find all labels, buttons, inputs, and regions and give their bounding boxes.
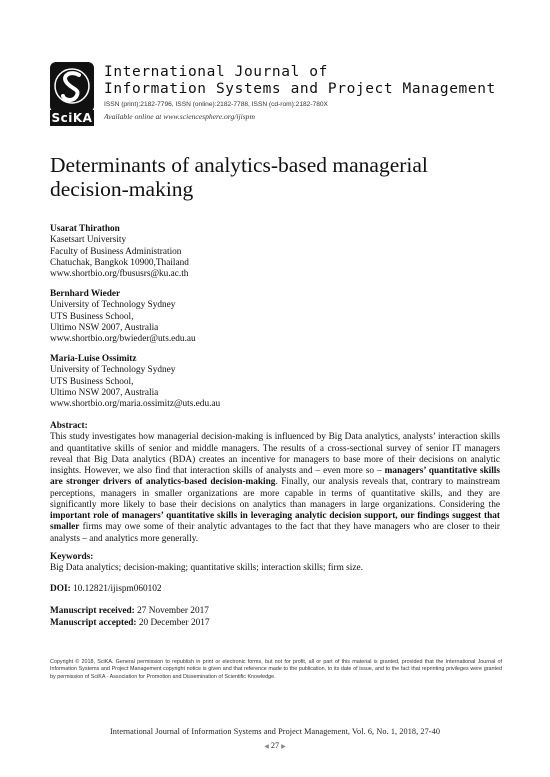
author-block bbox=[50, 224, 490, 280]
author-link[interactable]: www.shortbio.org/fbususrs@ku.ac.th bbox=[50, 269, 189, 280]
availability-link[interactable]: Available online at www.sciencesphere.org/ijispm bbox=[104, 112, 255, 121]
manuscript-received bbox=[50, 606, 209, 616]
abstract-section bbox=[50, 421, 500, 545]
footer-citation: International Journal of Information Systems and Project Management, Vol. 6, No. 1, 2018, 27-40 bbox=[109, 727, 441, 736]
keywords-heading: Keywords: bbox=[50, 552, 94, 562]
abstract-emphasis: important role of managers’ quantitative skills in leveraging analytic decision support, our findings suggest that smaller bbox=[50, 511, 500, 533]
page-number-value: 27 bbox=[270, 741, 280, 750]
author-affiliation: University of Technology Sydney bbox=[50, 300, 176, 311]
journal-title-line-2: Information Systems and Project Management bbox=[104, 81, 496, 97]
author-link[interactable]: www.shortbio.org/maria.ossimitz@uts.edu.au bbox=[50, 399, 221, 410]
abstract-heading: Abstract: bbox=[50, 421, 88, 431]
logo-caption: SciKA bbox=[51, 111, 93, 125]
journal-title-line-1: International Journal of bbox=[104, 64, 328, 80]
doi-label: DOI: bbox=[50, 584, 71, 594]
author-address: Ultimo NSW 2007, Australia bbox=[50, 322, 159, 333]
author-name: Bernhard Wieder bbox=[50, 289, 121, 299]
author-address: Ultimo NSW 2007, Australia bbox=[50, 387, 159, 398]
copyright-notice: Copyright © 2018, SciKA. General permission to republish in print or electronic forms, but not for profit, all or part of this material is granted, provided that the International Journal of Information Systems and Project Management copyright notice is given and that reference made to the publication, to its date of issue, and to the fact that reprinting privileges were granted by permission of SciKA - Association for Promotion and Dissemination of Scientific Knowledge. bbox=[50, 659, 502, 680]
abstract-text: . Finally, our analysis reveals that, contrary to mainstream perceptions, managers in smaller organizations are more capable in terms of quantitative skills, and they are significantly more likely to base their decisions on analytics than managers in large organizations. Considering the bbox=[50, 477, 500, 510]
author-link[interactable]: www.shortbio.org/bwieder@uts.edu.au bbox=[50, 334, 196, 345]
received-label: Manuscript received: bbox=[50, 606, 135, 616]
article-title: Determinants of analytics-based managerial decision-making bbox=[50, 153, 428, 201]
author-affiliation: UTS Business School, bbox=[50, 376, 134, 387]
keywords-section bbox=[50, 552, 500, 575]
keywords-text: Big Data analytics; decision-making; quantitative skills; interaction skills; firm size. bbox=[50, 563, 363, 574]
abstract-text: This study investigates how managerial decision-making is influenced by Big Data analytics, analysts’ interaction skills and quantitative skills of senior and middle managers. The results of a cross-sectional survey of senior IT managers reveal that Big Data analytics (BDA) creates an incentive for managers to base more of their decisions on analytic insights. However, we also find that interaction skills of analysts and – even more so – bbox=[50, 432, 500, 476]
accepted-date: 20 December 2017 bbox=[138, 618, 210, 628]
issn-line: ISSN (print):2182-7796, ISSN (online):2182-7788, ISSN (cd-rom):2182-780X bbox=[104, 101, 328, 108]
abstract-body bbox=[50, 432, 500, 545]
author-name: Usarat Thirathon bbox=[50, 224, 120, 234]
accepted-label: Manuscript accepted: bbox=[50, 618, 137, 628]
page-number bbox=[0, 741, 550, 750]
received-date: 27 November 2017 bbox=[137, 606, 209, 616]
journal-title bbox=[104, 64, 496, 98]
doi-line bbox=[50, 584, 162, 594]
author-affiliation: UTS Business School, bbox=[50, 311, 134, 322]
author-affiliation: Kasetsart University bbox=[50, 235, 127, 246]
abstract-emphasis: managers’ quantitative skills are stronger drivers of analytics-based decision-making bbox=[50, 466, 500, 488]
author-block bbox=[50, 289, 490, 345]
triangle-left-icon: ◀ bbox=[264, 744, 269, 750]
logo-emblem-icon bbox=[50, 62, 94, 112]
author-address: Chatuchak, Bangkok 10900,Thailand bbox=[50, 257, 189, 268]
author-name: Maria-Luise Ossimitz bbox=[50, 354, 137, 364]
author-affiliation: Faculty of Business Administration bbox=[50, 246, 182, 257]
author-affiliation: University of Technology Sydney bbox=[50, 365, 176, 376]
manuscript-accepted bbox=[50, 618, 210, 628]
triangle-right-icon: ▶ bbox=[281, 744, 286, 750]
doi-value[interactable]: 10.12821/ijispm060102 bbox=[73, 584, 162, 594]
author-block bbox=[50, 354, 490, 410]
abstract-text: firms may owe some of their analytic advantages to the fact that they have managers who are closer to their analysts – and analytics more generally. bbox=[50, 522, 500, 544]
